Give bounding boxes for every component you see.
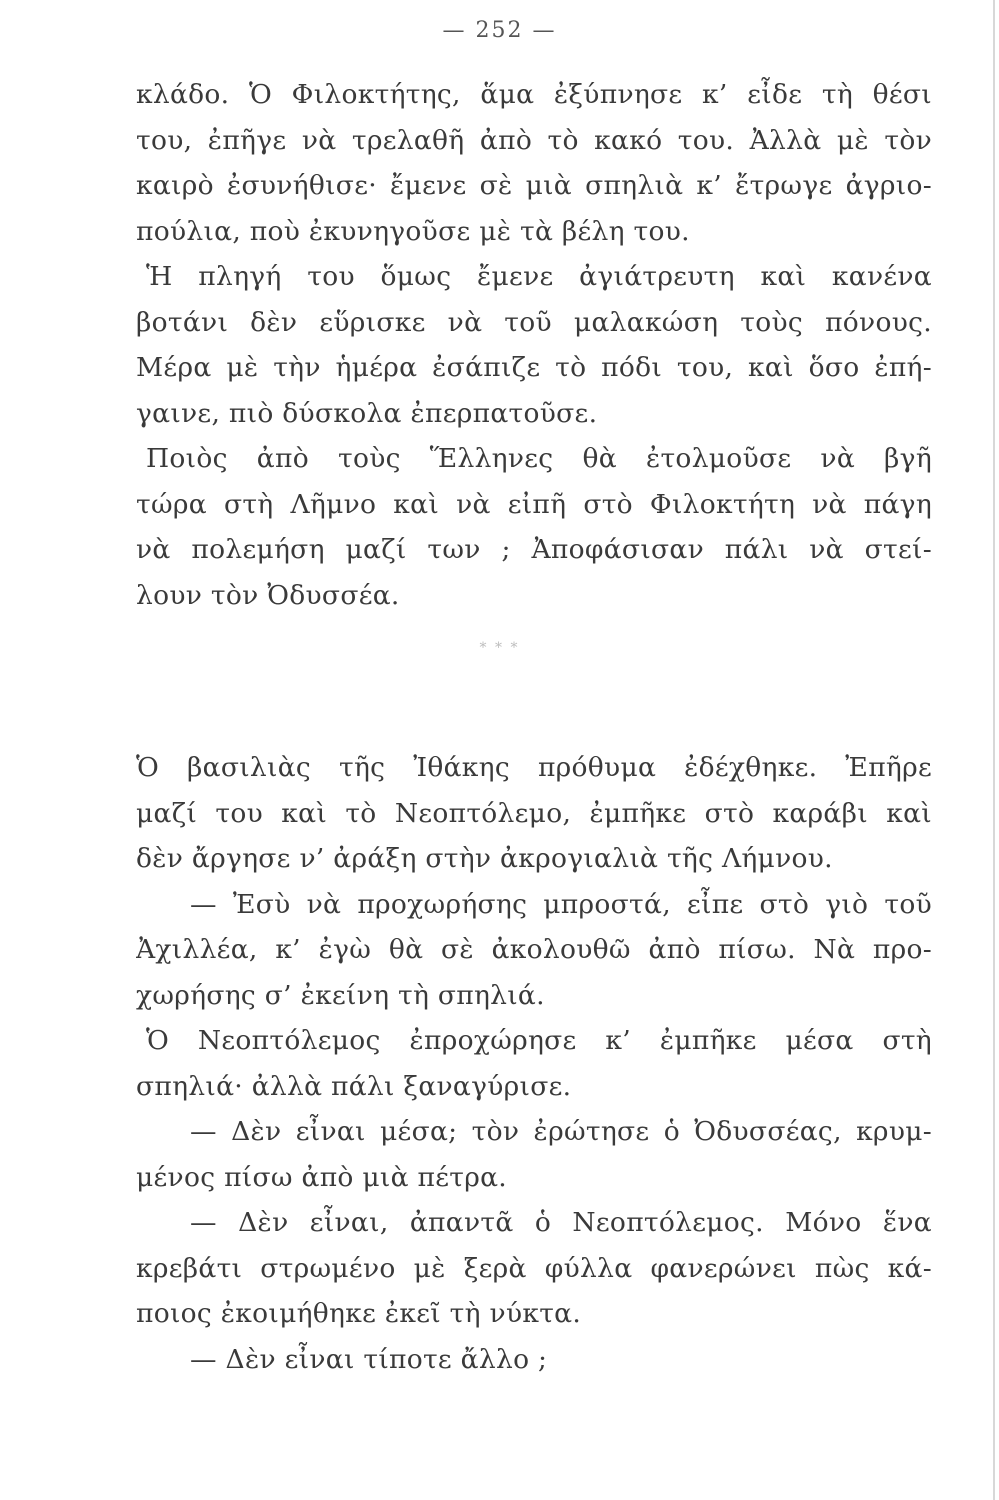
text-line: — Δὲν εἶναι, ἀπαντᾶ ὁ Νεοπτόλεμος. Μόνο ἕνα <box>190 1207 932 1238</box>
text-block-bottom <box>136 745 932 1382</box>
text-line: του, ἐπῆγε νὰ τρελαθῆ ἀπὸ τὸ κακό του. Ἀλλὰ μὲ τὸν <box>136 124 932 156</box>
text-line: — Δὲν εἶναι μέσα; τὸν ἐρώτησε ὁ Ὀδυσσέας, κρυμ- <box>190 1116 932 1147</box>
text-line: χωρήσης σ’ ἐκείνη τὴ σπηλιά. <box>136 979 545 1011</box>
page-edge <box>993 0 995 1500</box>
text-line: ποιος ἐκοιμήθηκε ἐκεῖ τὴ νύκτα. <box>136 1298 582 1329</box>
text-line: δὲν ἄργησε ν’ ἀράξη στὴν ἀκρογιαλιὰ τῆς Λήμνου. <box>136 843 833 874</box>
text-line: κλάδο. Ὁ Φιλοκτήτης, ἅμα ἐξύπνησε κ’ εἶδε τὴ θέσι <box>136 79 932 110</box>
text-line: Ἡ πληγή του ὅμως ἔμενε ἀγιάτρευτη καὶ κανένα <box>146 261 932 292</box>
text-line: Ὁ βασιλιὰς τῆς Ἰθάκης πρόθυμα ἐδέχθηκε. Ἐπῆρε <box>136 752 932 783</box>
section-separator: * * * <box>479 640 520 656</box>
text-block-top <box>136 72 932 618</box>
text-line: κρεβάτι στρωμένο μὲ ξερὰ φύλλα φανερώνει πὼς κά- <box>136 1252 932 1284</box>
text-line: Ποιὸς ἀπὸ τοὺς Ἕλληνες θὰ ἐτολμοῦσε νὰ βγῆ <box>146 443 932 474</box>
text-line: γαινε, πιὸ δύσκολα ἐπερπατοῦσε. <box>136 397 598 429</box>
text-line: — Δὲν εἶναι τίποτε ἄλλο ; <box>190 1343 548 1375</box>
text-line: καιρὸ ἐσυνήθισε· ἔμενε σὲ μιὰ σπηλιὰ κ’ ἔτρωγε ἀγριο- <box>136 170 932 201</box>
text-line: σπηλιά· ἀλλὰ πάλι ξαναγύρισε. <box>136 1070 572 1102</box>
text-line: τώρα στὴ Λῆμνο καὶ νὰ εἰπῆ στὸ Φιλοκτήτη νὰ πάγη <box>136 488 932 520</box>
text-line: πούλια, ποὺ ἐκυνηγοῦσε μὲ τὰ βέλη του. <box>136 215 690 247</box>
text-line: νὰ πολεμήση μαζί των ; Ἀποφάσισαν πάλι νὰ στεί- <box>136 534 932 565</box>
text-line: Μέρα μὲ τὴν ἡμέρα ἐσάπιζε τὸ πόδι του, καὶ ὅσο ἐπή- <box>136 352 932 383</box>
text-line: βοτάνι δὲν εὕρισκε νὰ τοῦ μαλακώση τοὺς πόνους. <box>136 306 932 338</box>
text-line: — Ἐσὺ νὰ προχωρήσης μπροστά, εἶπε στὸ γιὸ τοῦ <box>190 888 932 920</box>
page-number: — 252 — <box>442 18 557 43</box>
text-line: Ἀχιλλέα, κ’ ἐγὼ θὰ σὲ ἀκολουθῶ ἀπὸ πίσω. Νὰ προ- <box>136 934 932 965</box>
text-line: Ὁ Νεοπτόλεμος ἐπροχώρησε κ’ ἐμπῆκε μέσα στὴ <box>146 1025 932 1056</box>
text-line: μαζί του καὶ τὸ Νεοπτόλεμο, ἐμπῆκε στὸ καράβι καὶ <box>136 797 932 829</box>
text-line: μένος πίσω ἀπὸ μιὰ πέτρα. <box>136 1161 508 1193</box>
text-line: λουν τὸν Ὀδυσσέα. <box>136 579 400 611</box>
